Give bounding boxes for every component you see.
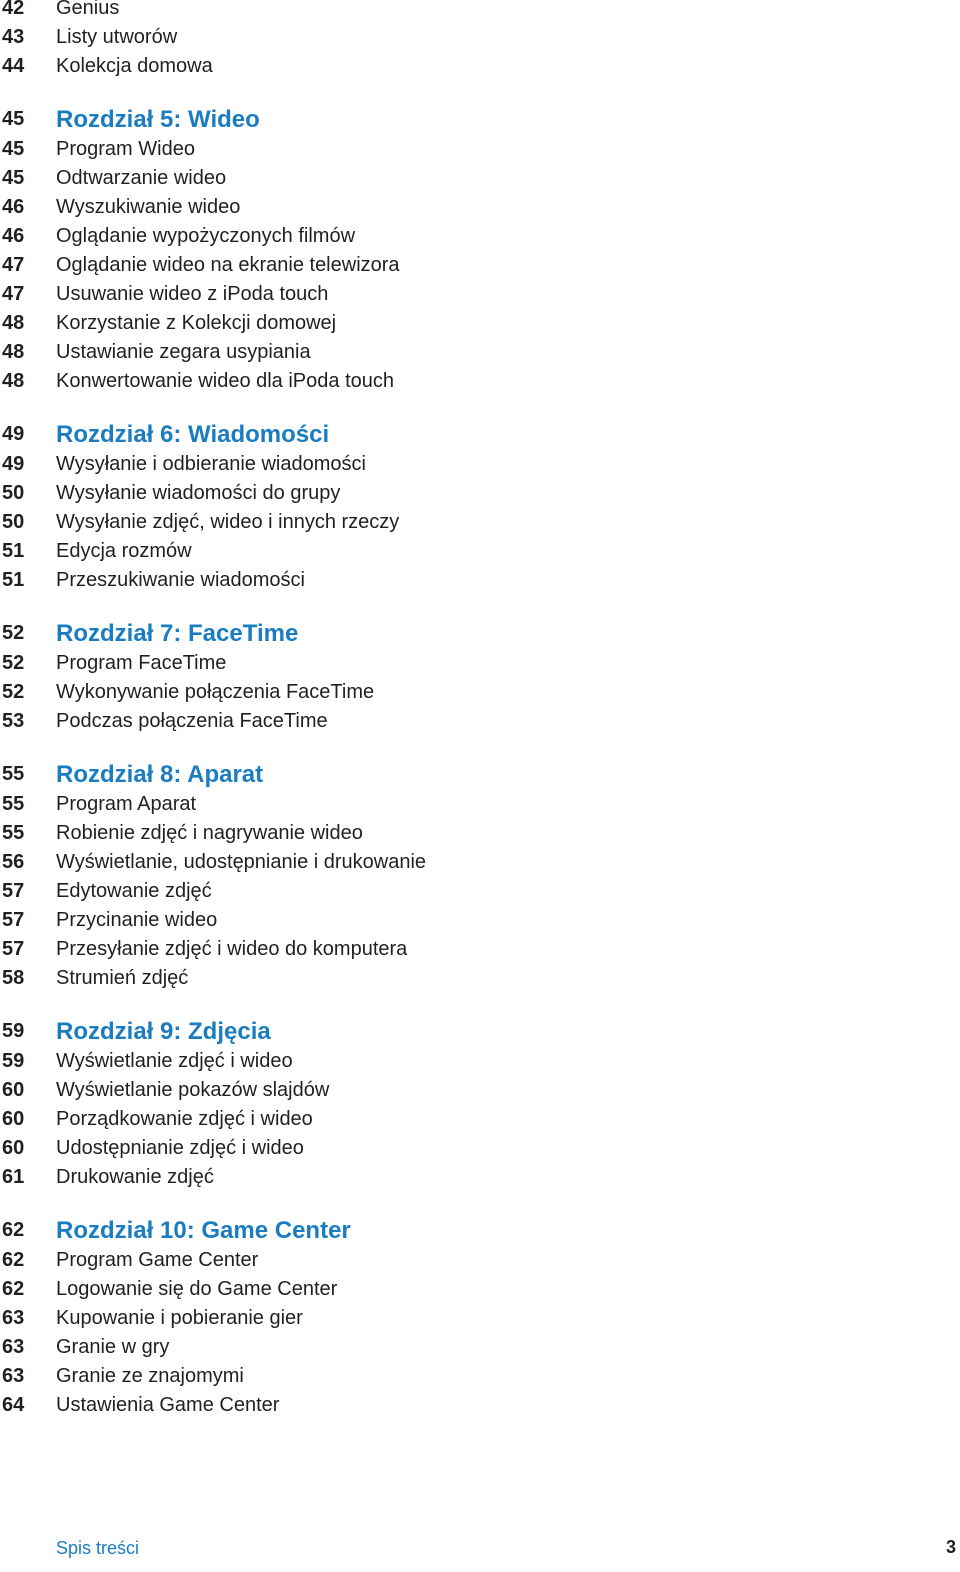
entry-title: Wysyłanie wiadomości do grupy	[56, 482, 341, 504]
entry-page-number: 46	[2, 196, 25, 218]
entry-title: Genius	[56, 0, 120, 19]
entry-page-number: 63	[2, 1336, 25, 1358]
page-number: 3	[945, 1537, 956, 1557]
entry-title: Udostępnianie zdjęć i wideo	[56, 1137, 304, 1159]
entry-title: Wyświetlanie pokazów slajdów	[56, 1079, 330, 1101]
entry-title: Konwertowanie wideo dla iPoda touch	[56, 370, 394, 392]
entry-title: Oglądanie wypożyczonych filmów	[56, 225, 356, 247]
entry-page-number: 42	[2, 0, 25, 19]
entry-title: Porządkowanie zdjęć i wideo	[56, 1108, 313, 1130]
entry-page-number: 51	[2, 540, 25, 562]
entry-page-number: 47	[2, 254, 25, 276]
entry-page-number: 55	[2, 793, 25, 815]
toc-entry[interactable]	[0, 251, 960, 280]
chapter-page-number: 59	[2, 1020, 25, 1042]
chapter-heading[interactable]	[0, 618, 960, 649]
toc-section	[0, 759, 960, 993]
chapter-title: Rozdział 5: Wideo	[56, 106, 260, 133]
chapter-page-number: 45	[2, 108, 25, 130]
toc-entry[interactable]	[0, 848, 960, 877]
toc-entry[interactable]	[0, 338, 960, 367]
entry-page-number: 48	[2, 370, 25, 392]
toc-entry[interactable]	[0, 707, 960, 736]
toc-entry[interactable]	[0, 1134, 960, 1163]
entry-page-number: 46	[2, 225, 25, 247]
toc-entry[interactable]	[0, 537, 960, 566]
toc-entry[interactable]	[0, 0, 960, 23]
entry-title: Przesyłanie zdjęć i wideo do komputera	[56, 938, 408, 960]
entry-title: Wysyłanie zdjęć, wideo i innych rzeczy	[56, 511, 400, 533]
chapter-heading[interactable]	[0, 104, 960, 135]
entry-page-number: 62	[2, 1278, 25, 1300]
toc-section	[0, 0, 960, 81]
toc-entry[interactable]	[0, 678, 960, 707]
chapter-heading[interactable]	[0, 1215, 960, 1246]
entry-page-number: 60	[2, 1079, 25, 1101]
entry-page-number: 61	[2, 1166, 25, 1188]
entry-page-number: 50	[2, 482, 25, 504]
entry-page-number: 57	[2, 909, 25, 931]
entry-page-number: 56	[2, 851, 25, 873]
entry-title: Kupowanie i pobieranie gier	[56, 1307, 303, 1329]
entry-title: Ustawienia Game Center	[56, 1394, 280, 1416]
chapter-title: Rozdział 8: Aparat	[56, 761, 264, 788]
chapter-page-number: 52	[2, 622, 25, 644]
entry-page-number: 47	[2, 283, 25, 305]
entry-page-number: 60	[2, 1137, 25, 1159]
entry-title: Przycinanie wideo	[56, 909, 218, 931]
entry-title: Wyszukiwanie wideo	[56, 196, 241, 218]
entry-title: Program Game Center	[56, 1249, 259, 1271]
toc-entry[interactable]	[0, 367, 960, 396]
entry-page-number: 63	[2, 1365, 25, 1387]
entry-page-number: 52	[2, 681, 25, 703]
entry-page-number: 52	[2, 652, 25, 674]
toc-entry[interactable]	[0, 819, 960, 848]
entry-page-number: 63	[2, 1307, 25, 1329]
entry-title: Drukowanie zdjęć	[56, 1166, 214, 1188]
chapter-page-number: 62	[2, 1219, 25, 1241]
entry-title: Korzystanie z Kolekcji domowej	[56, 312, 337, 334]
chapter-title: Rozdział 6: Wiadomości	[56, 421, 330, 448]
toc-entry[interactable]	[0, 52, 960, 81]
toc-entry[interactable]	[0, 1105, 960, 1134]
entry-page-number: 64	[2, 1394, 25, 1416]
toc-entry[interactable]	[0, 222, 960, 251]
toc-section	[0, 104, 960, 396]
toc-entry[interactable]	[0, 508, 960, 537]
entry-page-number: 43	[2, 26, 25, 48]
entry-page-number: 48	[2, 341, 25, 363]
entry-title: Program Wideo	[56, 138, 195, 160]
toc-entry[interactable]	[0, 790, 960, 819]
toc-entry[interactable]	[0, 23, 960, 52]
toc-entry[interactable]	[0, 964, 960, 993]
footer-title: Spis treści	[56, 1538, 140, 1558]
toc-section	[0, 419, 960, 595]
entry-page-number: 50	[2, 511, 25, 533]
chapter-heading[interactable]	[0, 419, 960, 450]
entry-page-number: 44	[2, 55, 25, 77]
chapter-heading[interactable]	[0, 759, 960, 790]
entry-page-number: 45	[2, 167, 25, 189]
entry-page-number: 62	[2, 1249, 25, 1271]
entry-page-number: 55	[2, 822, 25, 844]
toc-entry[interactable]	[0, 877, 960, 906]
toc-entry[interactable]	[0, 649, 960, 678]
entry-title: Granie w gry	[56, 1336, 170, 1358]
entry-title: Logowanie się do Game Center	[56, 1278, 338, 1300]
chapter-page-number: 49	[2, 423, 25, 445]
toc-entry[interactable]	[0, 479, 960, 508]
toc-section	[0, 618, 960, 736]
toc-entry[interactable]	[0, 135, 960, 164]
entry-page-number: 57	[2, 938, 25, 960]
entry-title: Edycja rozmów	[56, 540, 192, 562]
toc-entry[interactable]	[0, 1362, 960, 1391]
entry-title: Wyświetlanie zdjęć i wideo	[56, 1050, 293, 1072]
entry-title: Strumień zdjęć	[56, 967, 189, 989]
chapter-title: Rozdział 9: Zdjęcia	[56, 1018, 271, 1045]
entry-title: Robienie zdjęć i nagrywanie wideo	[56, 822, 363, 844]
toc-entry[interactable]	[0, 1076, 960, 1105]
toc-section	[0, 1016, 960, 1192]
entry-title: Program Aparat	[56, 793, 197, 815]
entry-title: Odtwarzanie wideo	[56, 167, 227, 189]
toc-section	[0, 1215, 960, 1420]
toc-entry[interactable]	[0, 309, 960, 338]
toc-entry[interactable]	[0, 164, 960, 193]
entry-title: Podczas połączenia FaceTime	[56, 710, 328, 732]
chapter-title: Rozdział 10: Game Center	[56, 1217, 351, 1244]
entry-page-number: 58	[2, 967, 25, 989]
toc-entry[interactable]	[0, 1246, 960, 1275]
entry-title: Edytowanie zdjęć	[56, 880, 212, 902]
entry-title: Przeszukiwanie wiadomości	[56, 569, 305, 591]
entry-title: Wykonywanie połączenia FaceTime	[56, 681, 375, 703]
entry-title: Wysyłanie i odbieranie wiadomości	[56, 453, 366, 475]
toc-entry[interactable]	[0, 1275, 960, 1304]
entry-page-number: 51	[2, 569, 25, 591]
entry-page-number: 49	[2, 453, 25, 475]
entry-page-number: 53	[2, 710, 25, 732]
entry-title: Kolekcja domowa	[56, 55, 213, 77]
entry-title: Oglądanie wideo na ekranie telewizora	[56, 254, 400, 276]
toc-entry[interactable]	[0, 1391, 960, 1420]
toc-entry[interactable]	[0, 1333, 960, 1362]
chapter-heading[interactable]	[0, 1016, 960, 1047]
entry-title: Program FaceTime	[56, 652, 227, 674]
toc-entry[interactable]	[0, 193, 960, 222]
entry-page-number: 59	[2, 1050, 25, 1072]
toc-entry[interactable]	[0, 1163, 960, 1192]
entry-page-number: 57	[2, 880, 25, 902]
toc-entry[interactable]	[0, 566, 960, 595]
toc-entry[interactable]	[0, 280, 960, 309]
entry-page-number: 45	[2, 138, 25, 160]
entry-title: Granie ze znajomymi	[56, 1365, 244, 1387]
entry-title: Wyświetlanie, udostępnianie i drukowanie	[56, 851, 427, 873]
entry-page-number: 60	[2, 1108, 25, 1130]
chapter-title: Rozdział 7: FaceTime	[56, 620, 299, 647]
entry-title: Listy utworów	[56, 26, 178, 48]
toc-entry[interactable]	[0, 1304, 960, 1333]
toc-entry[interactable]	[0, 906, 960, 935]
toc-entry[interactable]	[0, 450, 960, 479]
entry-title: Usuwanie wideo z iPoda touch	[56, 283, 329, 305]
entry-page-number: 48	[2, 312, 25, 334]
entry-title: Ustawianie zegara usypiania	[56, 341, 311, 363]
chapter-page-number: 55	[2, 763, 25, 785]
toc-entry[interactable]	[0, 1047, 960, 1076]
toc-entry[interactable]	[0, 935, 960, 964]
